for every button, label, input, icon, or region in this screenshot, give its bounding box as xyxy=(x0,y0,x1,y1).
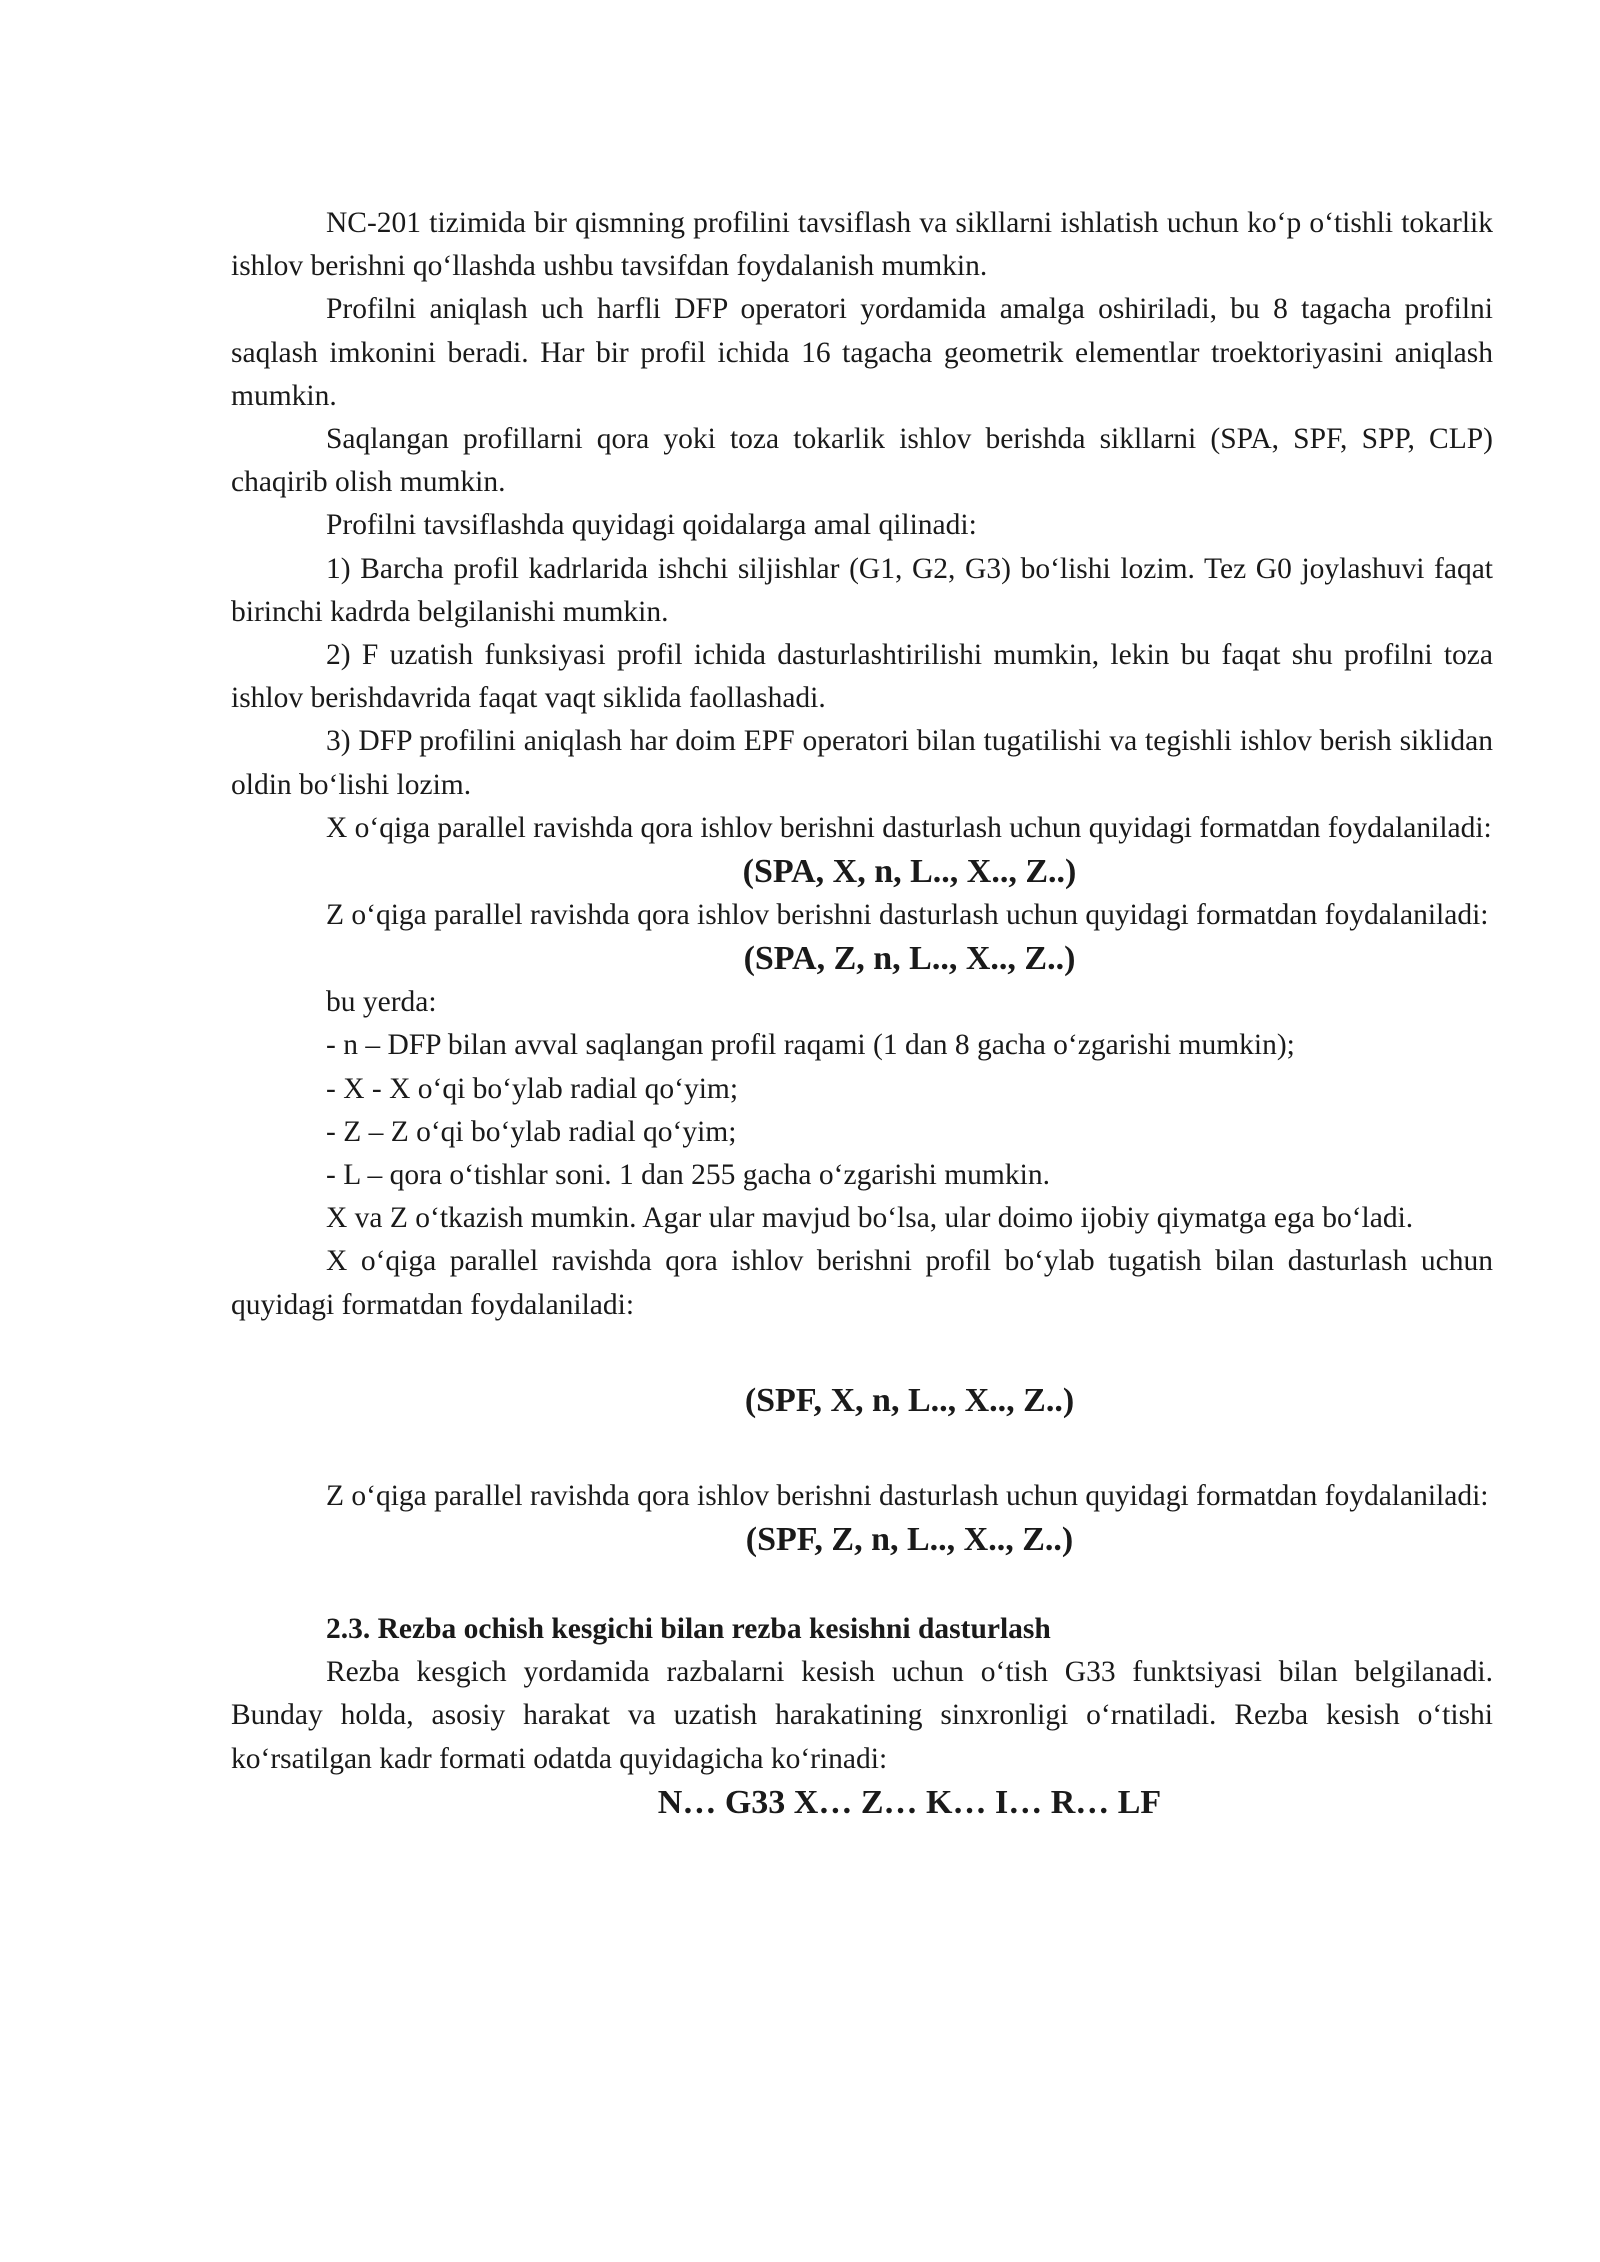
paragraph: X va Z o‘tkazish mumkin. Agar ular mavjud bo‘lsa, ular doimo ijobiy qiymatga ega bo‘ladi. xyxy=(326,1202,1414,1235)
rule-paragraph: 3) DFP profilini aniqlash har doim EPF operatori bilan tugatilishi va tegishli ishlov berish siklidan oldin bo‘lishi lozim. xyxy=(231,725,1493,801)
formula-spa-x: (SPA, X, n, L.., X.., Z..) xyxy=(742,853,1077,891)
paragraph: Rezba kesgich yordamida razbalarni kesish uchun o‘tish G33 funktsiyasi bilan belgilanadi. Bunday holda, asosiy harakat va uzatish harakatining sinxronligi o‘rnatiladi. Rezba kesish o‘tishi ko‘rsatilgan kadr formati odatda quyidagicha ko‘rinadi: xyxy=(231,1656,1493,1775)
rule-paragraph: 1) Barcha profil kadrlarida ishchi siljishlar (G1, G2, G3) bo‘lishi lozim. Tez G0 joylashuvi faqat birinchi kadrda belgilanishi mumkin. xyxy=(231,552,1493,628)
paragraph: Profilni tavsiflashda quyidagi qoidalarga amal qilinadi: xyxy=(326,509,977,542)
paragraph: Z o‘qiga parallel ravishda qora ishlov berishni dasturlash uchun quyidagi formatdan foydalaniladi: xyxy=(326,1479,1489,1512)
paragraph: Profilni aniqlash uch harfli DFP operatori yordamida amalga oshiriladi, bu 8 tagacha profilni saqlash imkonini beradi. Har bir profil ichida 16 tagacha geometrik elementlar troektoriyasini aniqlash mumkin. xyxy=(231,293,1493,412)
paragraph: NC-201 tizimida bir qismning profilini tavsiflash va sikllarni ishlatish uchun ko‘p o‘tishli tokarlik ishlov berishni qo‘llashda ushbu tavsifdan foydalanish mumkin. xyxy=(231,207,1493,283)
spacer xyxy=(231,1327,1493,1379)
list-item: - X - X o‘qi bo‘ylab radial qo‘yim; xyxy=(326,1072,739,1105)
list-item: - Z – Z o‘qi bo‘ylab radial qo‘yim; xyxy=(326,1115,737,1148)
section-heading: 2.3. Rezba ochish kesgichi bilan rezba kesishni dasturlash xyxy=(326,1613,1051,1646)
paragraph: Z o‘qiga parallel ravishda qora ishlov berishni dasturlash uchun quyidagi formatdan foydalaniladi: xyxy=(326,899,1489,932)
document-page xyxy=(231,202,1493,1825)
formula-spf-z: (SPF, Z, n, L.., X.., Z..) xyxy=(745,1521,1074,1559)
paragraph: X o‘qiga parallel ravishda qora ishlov berishni profil bo‘ylab tugatish bilan dasturlash uchun quyidagi formatdan foydalaniladi: xyxy=(231,1245,1493,1321)
formula-spf-x: (SPF, X, n, L.., X.., Z..) xyxy=(744,1381,1075,1419)
formula-spa-z: (SPA, Z, n, L.., X.., Z..) xyxy=(743,940,1076,978)
spacer xyxy=(231,1423,1493,1475)
paragraph: bu yerda: xyxy=(326,986,437,1019)
list-item: - n – DFP bilan avval saqlangan profil raqami (1 dan 8 gacha o‘zgarishi mumkin); xyxy=(326,1029,1295,1062)
paragraph: X o‘qiga parallel ravishda qora ishlov berishni dasturlash uchun quyidagi formatdan foydalaniladi: xyxy=(326,811,1492,844)
list-item: - L – qora o‘tishlar soni. 1 dan 255 gacha o‘zgarishi mumkin. xyxy=(326,1159,1050,1192)
spacer xyxy=(231,1562,1493,1608)
rule-paragraph: 2) F uzatish funksiyasi profil ichida dasturlashtirilishi mumkin, lekin bu faqat shu profilni toza ishlov berishdavrida faqat vaqt siklida faollashadi. xyxy=(231,639,1493,715)
paragraph: Saqlangan profillarni qora yoki toza tokarlik ishlov berishda sikllarni (SPA, SPF, SPP, CLP) chaqirib olish mumkin. xyxy=(231,423,1493,499)
formula-g33: N… G33 X… Z… K… I… R… LF xyxy=(657,1783,1162,1821)
